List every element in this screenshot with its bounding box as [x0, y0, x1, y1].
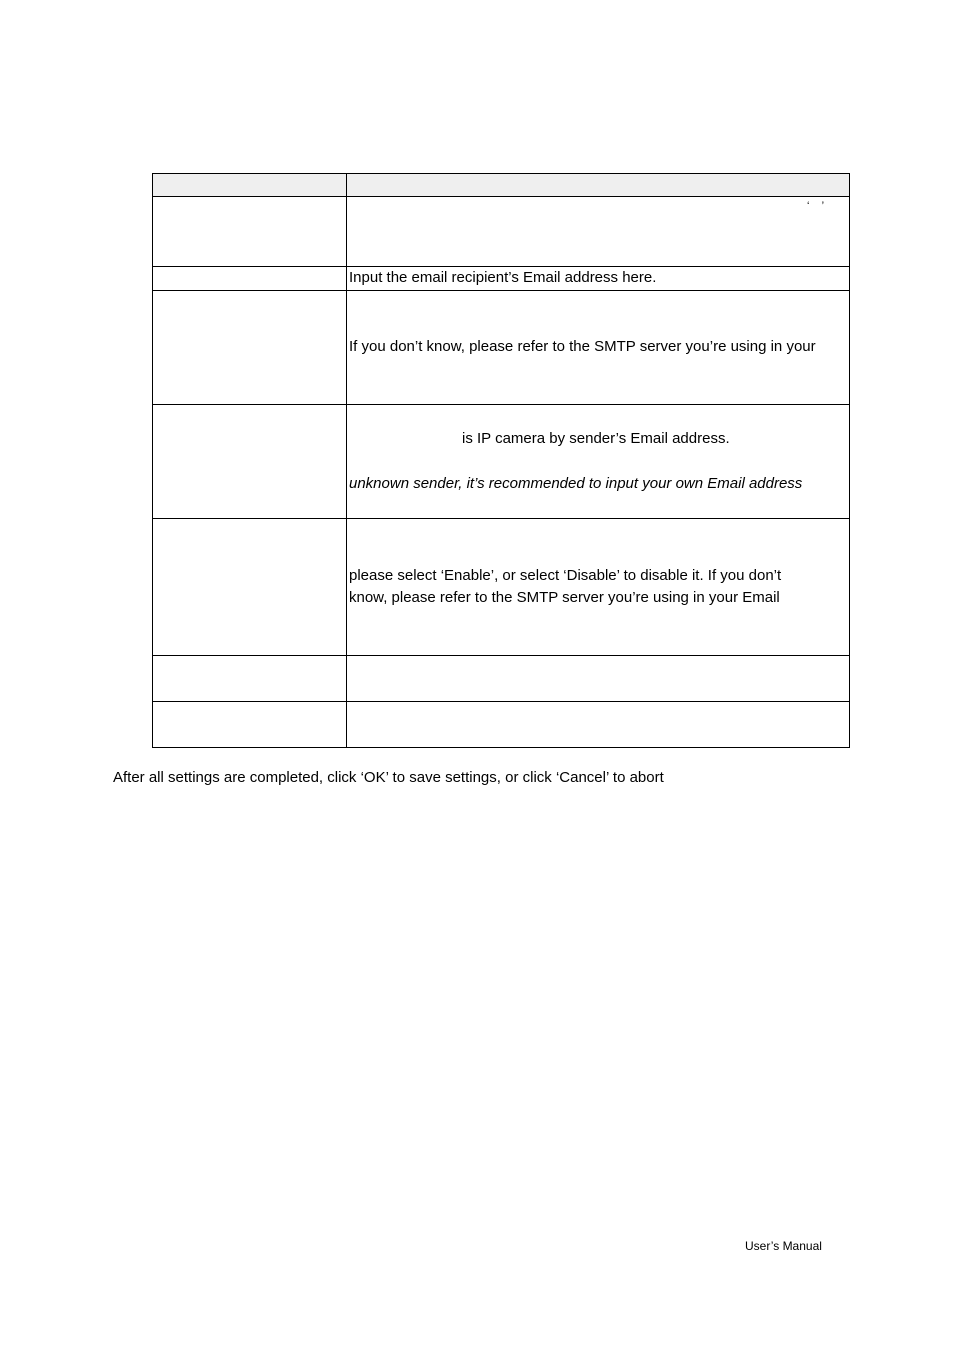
row-description-cell [347, 519, 850, 656]
header-cell-item [153, 174, 347, 197]
table-row [153, 291, 850, 405]
header-cell-description [347, 174, 850, 197]
table-row [153, 267, 850, 291]
row-description-cell [347, 656, 850, 702]
row-description-cell [347, 702, 850, 748]
instruction-paragraph: After all settings are completed, click ‘OK’ to save settings, or click ‘Cancel’ to abort [113, 769, 664, 786]
row-item-cell [153, 197, 347, 267]
table-row [153, 656, 850, 702]
row-item-cell [153, 291, 347, 405]
row-description-cell [347, 405, 850, 519]
description-note: unknown sender, it’s recommended to input your own Email address [349, 475, 803, 492]
description-line: please select ‘Enable’, or select ‘Disable’ to disable it. If you don’t [349, 567, 782, 584]
description-line: is IP camera by sender’s Email address. [462, 430, 730, 447]
table-row [153, 405, 850, 519]
table-row [153, 197, 850, 267]
page-footer: User’s Manual [745, 1239, 822, 1253]
row-description-cell [347, 197, 850, 267]
row-item-cell [153, 405, 347, 519]
table-row [153, 519, 850, 656]
row-item-cell [153, 267, 347, 291]
quote-marks: ‘ ’ [807, 200, 825, 212]
row-description-cell [347, 267, 850, 291]
description-line: If you don’t know, please refer to the SMTP server you’re using in your [349, 338, 816, 355]
row-description-cell [347, 291, 850, 405]
description-line: Input the email recipient’s Email address here. [349, 269, 657, 286]
table-row [153, 702, 850, 748]
settings-table [152, 173, 850, 748]
row-item-cell [153, 656, 347, 702]
table-header-row [153, 174, 850, 197]
row-item-cell [153, 702, 347, 748]
row-item-cell [153, 519, 347, 656]
description-line: know, please refer to the SMTP server you’re using in your Email [349, 589, 780, 606]
